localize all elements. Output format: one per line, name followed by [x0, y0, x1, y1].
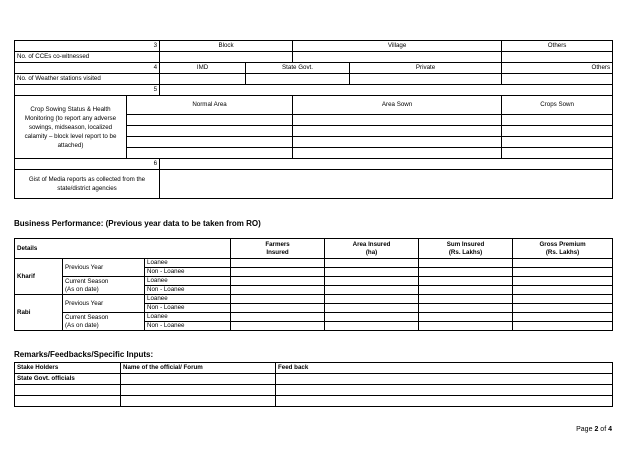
col-others: Others	[502, 63, 613, 74]
gross-premium-header: Gross Premium (Rs. Lakhs)	[513, 239, 613, 259]
cell-state-govt[interactable]	[246, 74, 350, 85]
crop-sowing-label: Crop Sowing Status & Health Monitoring (to report any adverse sowings, midseason, localized calamity – block level report to be attached)	[15, 96, 127, 159]
stake-holders-header: Stake Holders	[15, 363, 121, 374]
row-6-blank	[160, 159, 613, 170]
col-village: Village	[293, 41, 502, 52]
loanee-label: Loanee	[145, 277, 231, 286]
row-crop-header	[15, 96, 613, 115]
col-state-govt: State Govt.	[246, 63, 350, 74]
rabi-label: Rabi	[15, 295, 63, 331]
cell-private[interactable]	[350, 74, 502, 85]
rabi-row	[15, 295, 613, 304]
col-block: Block	[160, 41, 293, 52]
farmers-insured-header: Farmers Insured	[231, 239, 325, 259]
official-forum-header: Name of the official/ Forum	[121, 363, 276, 374]
cell-village[interactable]	[293, 52, 502, 63]
col-normal-area: Normal Area	[127, 96, 293, 115]
weather-label: No. of Weather stations visited	[15, 74, 160, 85]
previous-year-label: Previous Year	[63, 259, 145, 277]
row-6	[15, 159, 613, 170]
media-label: Gist of Media reports as collected from the state/district agencies	[15, 170, 160, 199]
row-number: 3	[15, 41, 160, 52]
row-5-blank	[160, 85, 613, 96]
area-insured-header: Area Insured (ha)	[325, 239, 419, 259]
remarks-table	[14, 362, 613, 407]
current-season-label: Current Season (As on date)	[63, 313, 145, 331]
col-others: Others	[502, 41, 613, 52]
kharif-row	[15, 277, 613, 286]
row-number: 5	[15, 85, 160, 96]
cell-block[interactable]	[160, 52, 293, 63]
page-total: 4	[608, 426, 612, 433]
cces-label: No. of CCEs co-witnessed	[15, 52, 160, 63]
remarks-row	[15, 374, 613, 385]
loanee-label: Loanee	[145, 313, 231, 322]
previous-year-label: Previous Year	[63, 295, 145, 313]
col-crops-sown: Crops Sown	[502, 96, 613, 115]
page-footer: Page 2 of 4	[576, 426, 612, 433]
media-cell[interactable]	[160, 170, 613, 199]
col-area-sown: Area Sown	[293, 96, 502, 115]
business-performance-title: Business Performance: (Previous year data to be taken from RO)	[14, 219, 261, 228]
cell-imd[interactable]	[160, 74, 246, 85]
loanee-label: Loanee	[145, 295, 231, 304]
rabi-row	[15, 313, 613, 322]
row-cces	[15, 52, 613, 63]
non-loanee-label: Non - Loanee	[145, 286, 231, 295]
non-loanee-label: Non - Loanee	[145, 304, 231, 313]
kharif-label: Kharif	[15, 259, 63, 295]
row-number: 6	[15, 159, 160, 170]
non-loanee-label: Non - Loanee	[145, 322, 231, 331]
current-season-label: Current Season (As on date)	[63, 277, 145, 295]
business-performance-table	[14, 238, 613, 331]
row-weather	[15, 74, 613, 85]
col-private: Private	[350, 63, 502, 74]
details-header: Details	[15, 239, 231, 259]
stake-holder-cell: State Govt. officials	[15, 374, 121, 385]
remarks-row	[15, 385, 613, 396]
non-loanee-label: Non - Loanee	[145, 268, 231, 277]
remarks-header-row	[15, 363, 613, 374]
row-number: 4	[15, 63, 160, 74]
row-3	[15, 41, 613, 52]
remarks-row	[15, 396, 613, 407]
cell-others[interactable]	[502, 52, 613, 63]
kharif-row	[15, 259, 613, 268]
feedback-header: Feed back	[276, 363, 613, 374]
cell-others[interactable]	[502, 74, 613, 85]
col-imd: IMD	[160, 63, 246, 74]
row-media	[15, 170, 613, 199]
loanee-label: Loanee	[145, 259, 231, 268]
monitoring-table	[14, 40, 613, 199]
remarks-title: Remarks/Feedbacks/Specific Inputs:	[14, 350, 154, 359]
row-5	[15, 85, 613, 96]
page-number: 2	[594, 426, 599, 433]
row-4	[15, 63, 613, 74]
header-row	[15, 239, 613, 259]
sum-insured-header: Sum Insured (Rs. Lakhs)	[419, 239, 513, 259]
